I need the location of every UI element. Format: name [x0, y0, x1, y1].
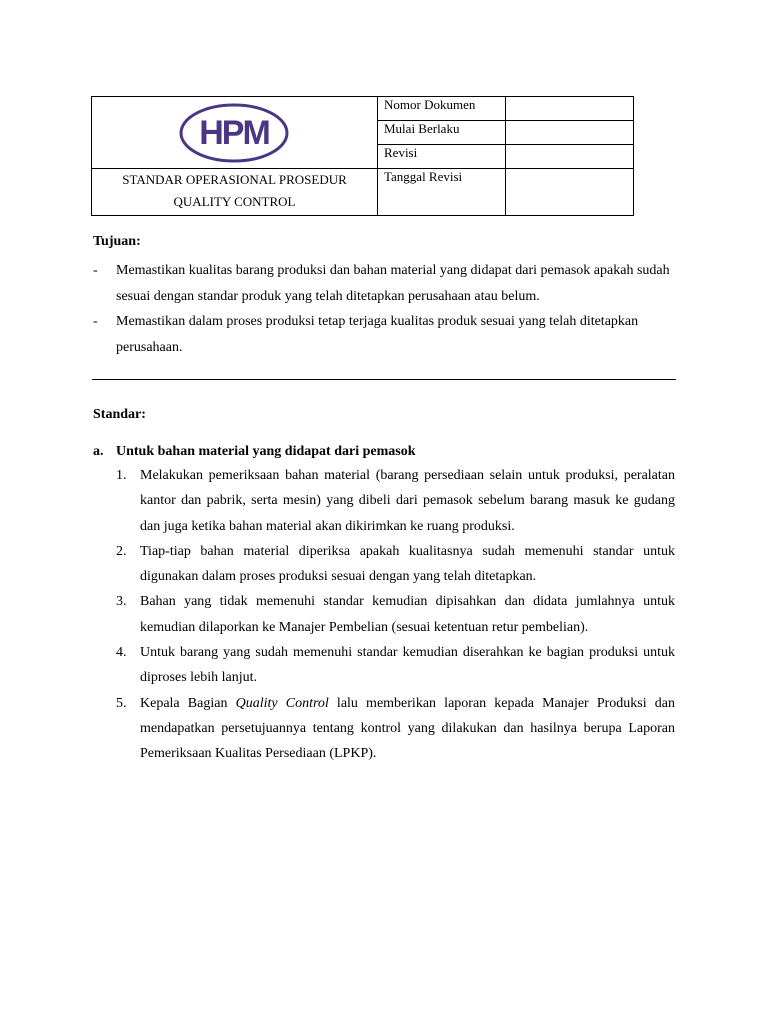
- list-item-text: [140, 691, 675, 767]
- list-item-text: Memastikan kualitas barang produksi dan bahan material yang didapat dari pemasok apakah sudah sesuai dengan standar produk yang telah ditetapkan perusahaan atau belum.: [116, 263, 670, 304]
- logo-cell: [92, 97, 378, 169]
- field-value-revisi: [506, 145, 634, 169]
- section-title: Untuk bahan material yang didapat dari pemasok: [116, 444, 416, 459]
- divider: [92, 379, 676, 380]
- list-item-text: Untuk barang yang sudah memenuhi standar kemudian diserahkan ke bagian produksi untuk diproses lebih lanjut.: [140, 645, 675, 686]
- field-label-nomor-dokumen: Nomor Dokumen: [378, 97, 506, 121]
- list-item: [116, 539, 675, 590]
- section-letter: a.: [93, 444, 104, 459]
- document-title-line1: STANDAR OPERASIONAL PROSEDUR: [122, 172, 347, 187]
- field-value-mulai-berlaku: [506, 121, 634, 145]
- standar-heading: Standar:: [93, 407, 146, 422]
- item-number: 2.: [116, 543, 127, 559]
- list-item-text: Memastikan dalam proses produksi tetap terjaga kualitas produk sesuai yang telah ditetapkan perusahaan.: [116, 314, 639, 355]
- list-item: [116, 463, 675, 539]
- field-value-nomor-dokumen: [506, 97, 634, 121]
- company-logo: [178, 102, 290, 164]
- document-title-cell: [92, 169, 378, 216]
- list-item: [93, 258, 678, 309]
- tujuan-heading: Tujuan:: [93, 234, 141, 249]
- list-item: [116, 640, 675, 691]
- logo-text: HPM: [199, 114, 269, 152]
- document-header-table: [91, 96, 634, 216]
- item-number: 5.: [116, 695, 127, 711]
- field-label-tanggal-revisi: Tanggal Revisi: [378, 169, 506, 216]
- list-item-text: Tiap-tiap bahan material diperiksa apakah kualitasnya sudah memenuhi standar untuk digunakan dalam proses produksi sesuai dengan yang telah ditetapkan.: [140, 543, 675, 585]
- list-item: [116, 691, 675, 767]
- italic-term: Quality Control: [235, 695, 329, 711]
- item-number: 4.: [116, 645, 127, 661]
- field-value-tanggal-revisi: [506, 169, 634, 216]
- standar-list: [116, 463, 675, 767]
- text-segment: lalu memberikan laporan kepada Manajer Produksi dan mendapatkan persetujuannya tentang kontrol yang dilakukan dan hasilnya berupa Laporan Pemeriksaan Kualitas Persediaan (LPKP).: [140, 695, 676, 762]
- list-item-text: Bahan yang tidak memenuhi standar kemudian dipisahkan dan didata jumlahnya untuk kemudian dilaporkan ke Manajer Pembelian (sesuai ketentuan retur pembelian).: [140, 594, 675, 635]
- item-number: 1.: [116, 468, 127, 483]
- field-label-mulai-berlaku: Mulai Berlaku: [378, 121, 506, 145]
- document-title-line2: QUALITY CONTROL: [173, 194, 296, 209]
- list-item-text: Melakukan pemeriksaan bahan material (barang persediaan selain untuk produksi, peralatan kantor dan pabrik, serta mesin) yang dibeli dari pemasok sebelum barang masuk ke gudang dan juga ketika bahan material akan dikirimkan ke ruang produksi.: [140, 468, 675, 534]
- field-label-revisi: Revisi: [378, 145, 506, 169]
- text-segment: Kepala Bagian: [140, 695, 236, 711]
- tujuan-list: [93, 258, 678, 360]
- bullet-marker: -: [93, 314, 98, 329]
- list-item: [116, 589, 675, 640]
- section-a-heading: [93, 444, 416, 460]
- bullet-marker: -: [93, 263, 98, 278]
- list-item: [93, 309, 678, 360]
- item-number: 3.: [116, 594, 127, 610]
